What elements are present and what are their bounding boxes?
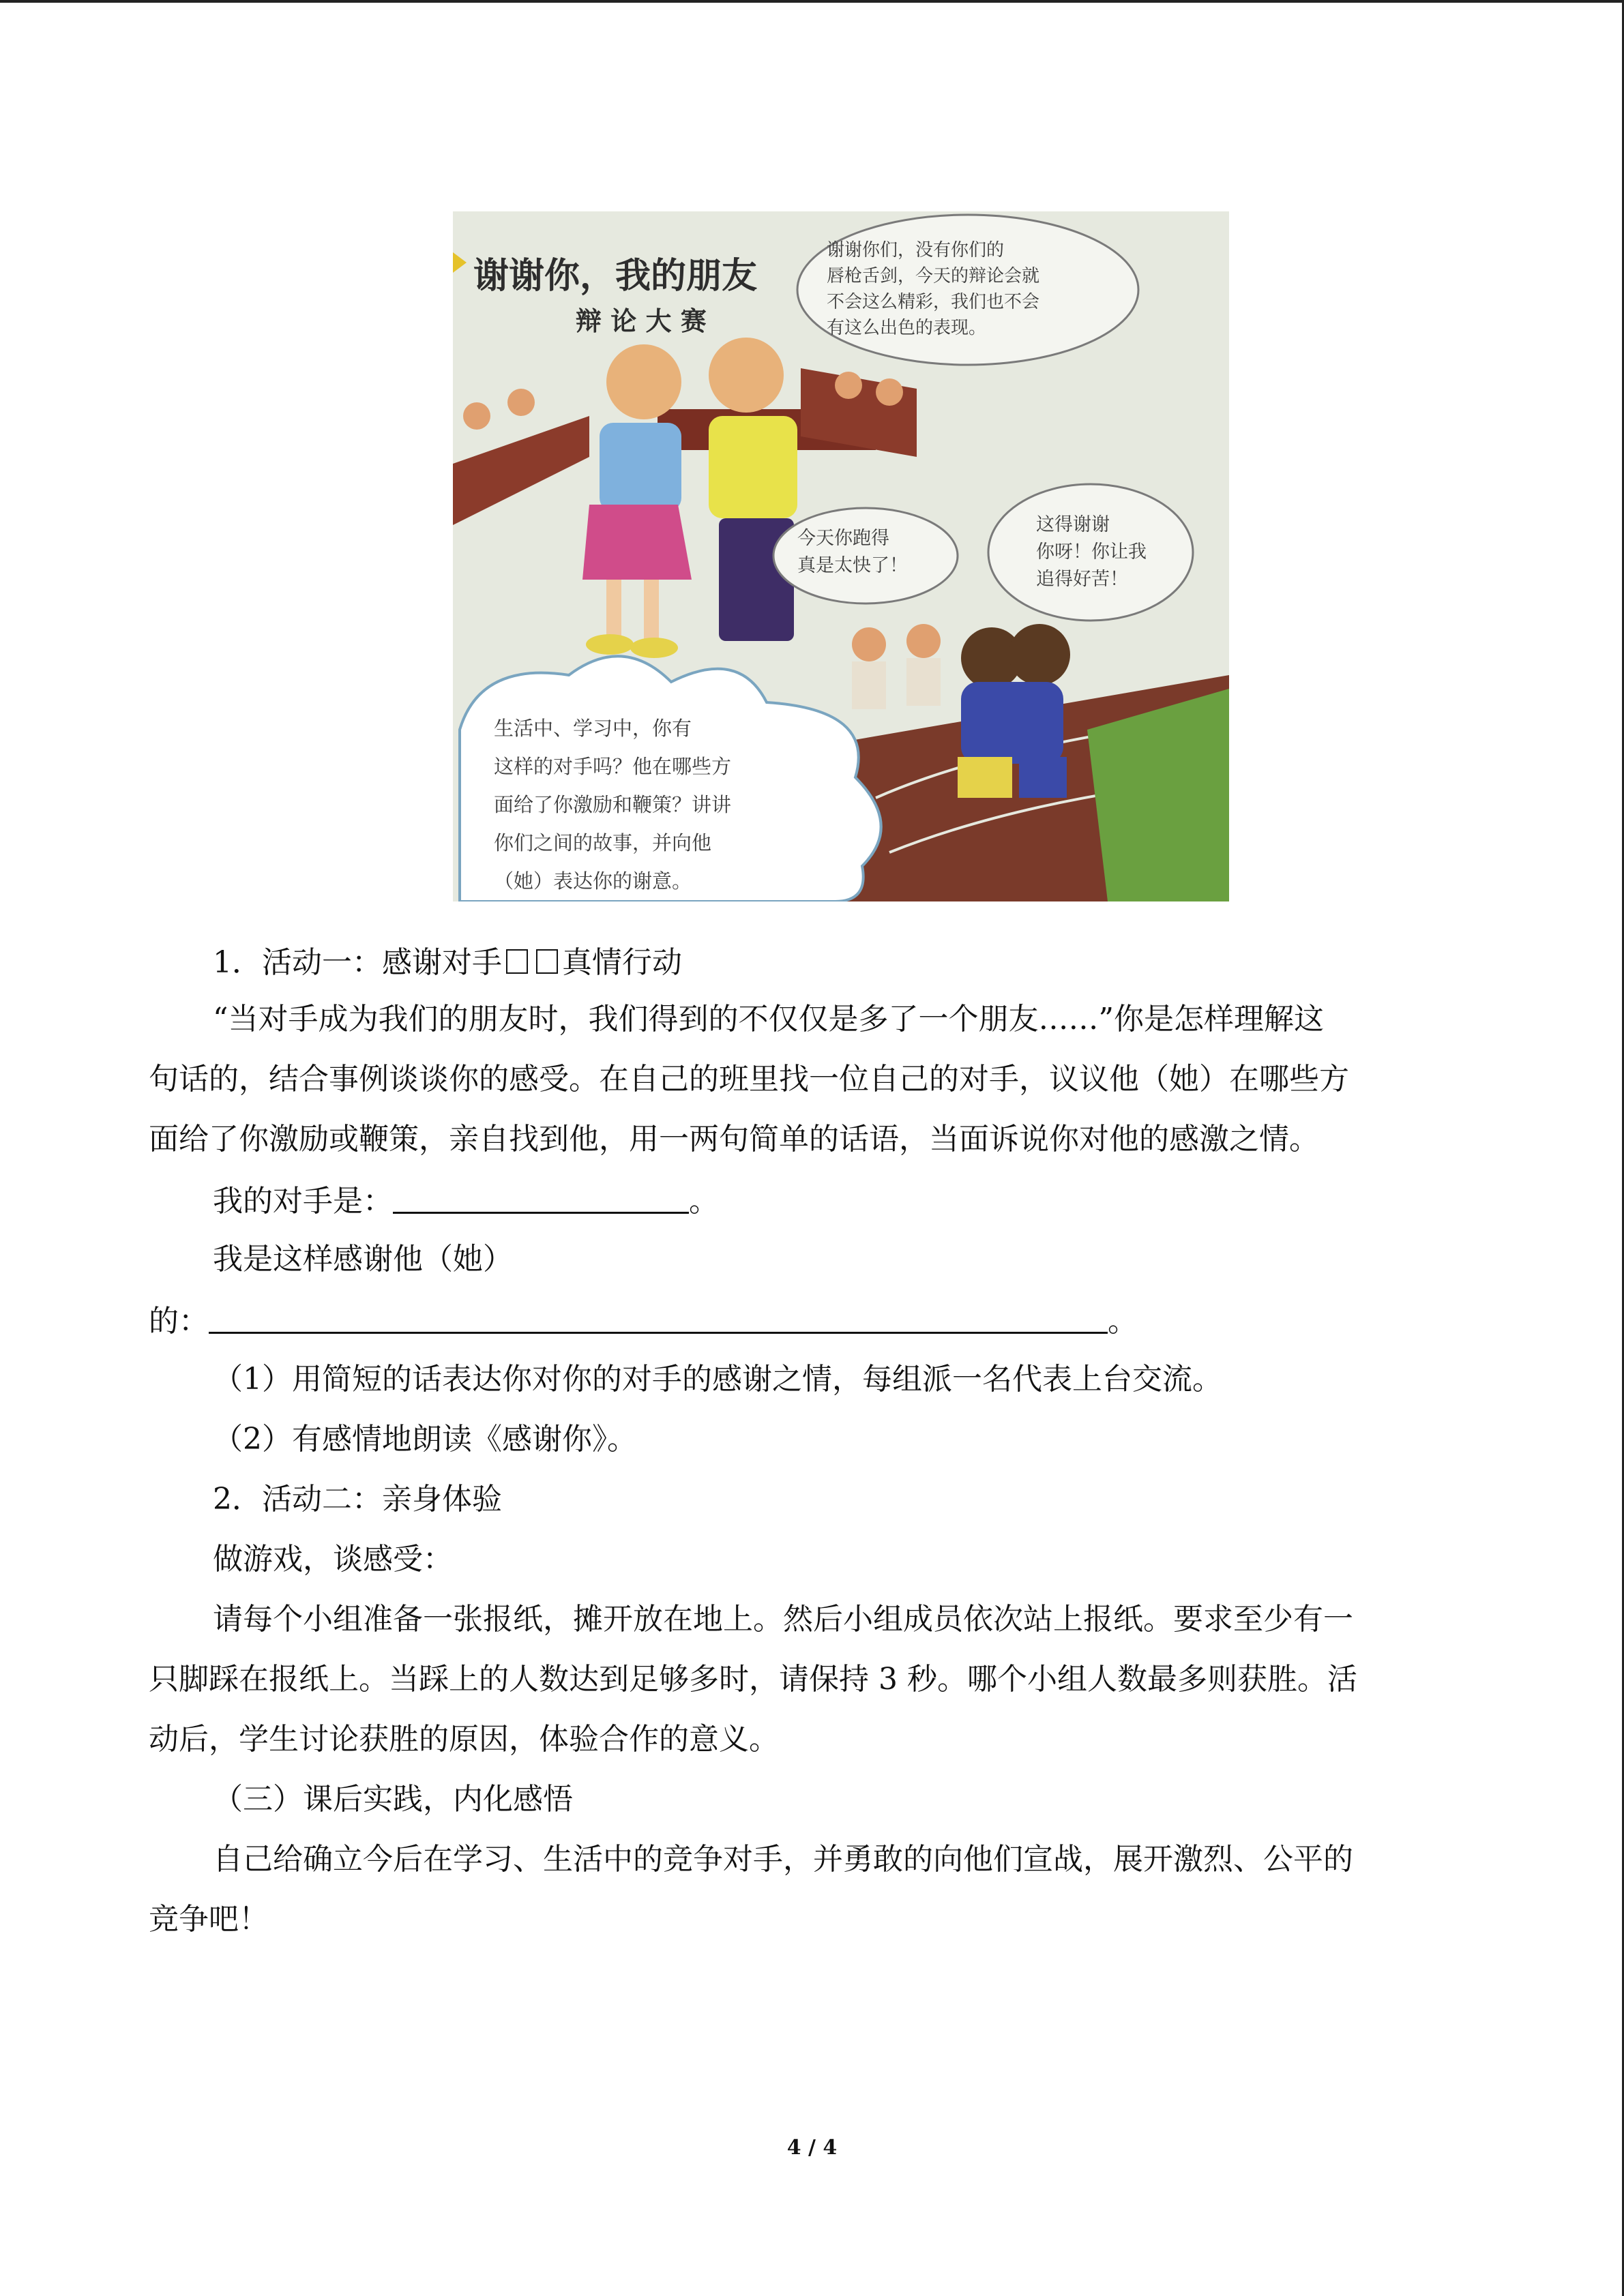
placeholder-box — [506, 949, 528, 974]
opponent-row: 我的对手是： 。 — [213, 1184, 719, 1219]
thanks-row: 的： 。 — [149, 1304, 1138, 1339]
activity2-heading: 2．活动二：亲身体验 — [213, 1482, 502, 1517]
activity2-sub: 做游戏，谈感受： — [213, 1542, 453, 1577]
textbook-illustration — [453, 211, 1229, 901]
page-top-border — [0, 0, 1624, 3]
thanks-blank[interactable] — [209, 1304, 1108, 1334]
activity2-line2: 只脚踩在报纸上。当踩上的人数达到足够多时，请保持 3 秒。哪个小组人数最多则获胜。活 — [149, 1662, 1357, 1697]
activity1-para-line2: 句话的，结合事例谈谈你的感受。在自己的班里找一位自己的对手，议议他（她）在哪些方 — [149, 1062, 1349, 1097]
activity1-para-line3: 面给了你激励或鞭策，亲自找到他，用一两句简单的话语，当面诉说你对他的感激之情。 — [149, 1122, 1319, 1157]
section3-heading: （三）课后实践，内化感悟 — [213, 1782, 573, 1817]
boy-shirt — [709, 416, 797, 518]
activity1-para-line1: “当对手成为我们的朋友时，我们得到的不仅仅是多了一个朋友……”你是怎样理解这 — [213, 1002, 1324, 1037]
section3-line1: 自己给确立今后在学习、生活中的竞争对手，并勇敢的向他们宣战，展开激烈、公平的 — [213, 1842, 1353, 1877]
debate-bubble-text: 谢谢你们，没有你们的 唇枪舌剑，今天的辩论会就 不会这么精彩，我们也不会 有这么出色的表现。 — [827, 240, 1040, 338]
section3-line2: 竞争吧！ — [149, 1902, 269, 1937]
opponent-blank[interactable] — [393, 1184, 689, 1214]
cloud-text: 生活中、学习中，你有 这样的对手吗？他在哪些方 面给了你激励和鞭策？讲讲 你们之间的故事，并向他 （她）表达你的谢意。 — [494, 717, 732, 893]
placeholder-box — [536, 949, 558, 974]
activity1-item2: （2）有感情地朗读《感谢你》。 — [213, 1422, 637, 1457]
race-left-text: 今天你跑得 真是太快了！ — [797, 528, 908, 576]
girl-skirt — [582, 505, 692, 580]
race-right-text: 这得谢谢 你呀！你让我 追得好苦！ — [1036, 514, 1147, 590]
activity2-line1: 请每个小组准备一张报纸，摊开放在地上。然后小组成员依次站上报纸。要求至少有一 — [213, 1602, 1353, 1637]
activity1-item1: （1）用简短的话表达你对你的对手的感谢之情，每组派一名代表上台交流。 — [213, 1362, 1222, 1397]
illustration-subtitle: 辩 论 大 赛 — [576, 306, 707, 336]
runner-shirts — [961, 682, 1063, 764]
activity2-line3: 动后，学生讨论获胜的原因，体验合作的意义。 — [149, 1722, 779, 1757]
thanks-label: 我是这样感谢他（她） — [213, 1242, 513, 1277]
girl-head — [606, 344, 681, 419]
boy-head — [709, 338, 784, 413]
girl-shirt — [600, 423, 681, 511]
illustration-title: 谢谢你，我的朋友 — [473, 256, 758, 297]
activity1-heading: 1．活动一：感谢对手 真情行动 — [213, 945, 682, 980]
page-number: 4 / 4 — [786, 2136, 838, 2160]
